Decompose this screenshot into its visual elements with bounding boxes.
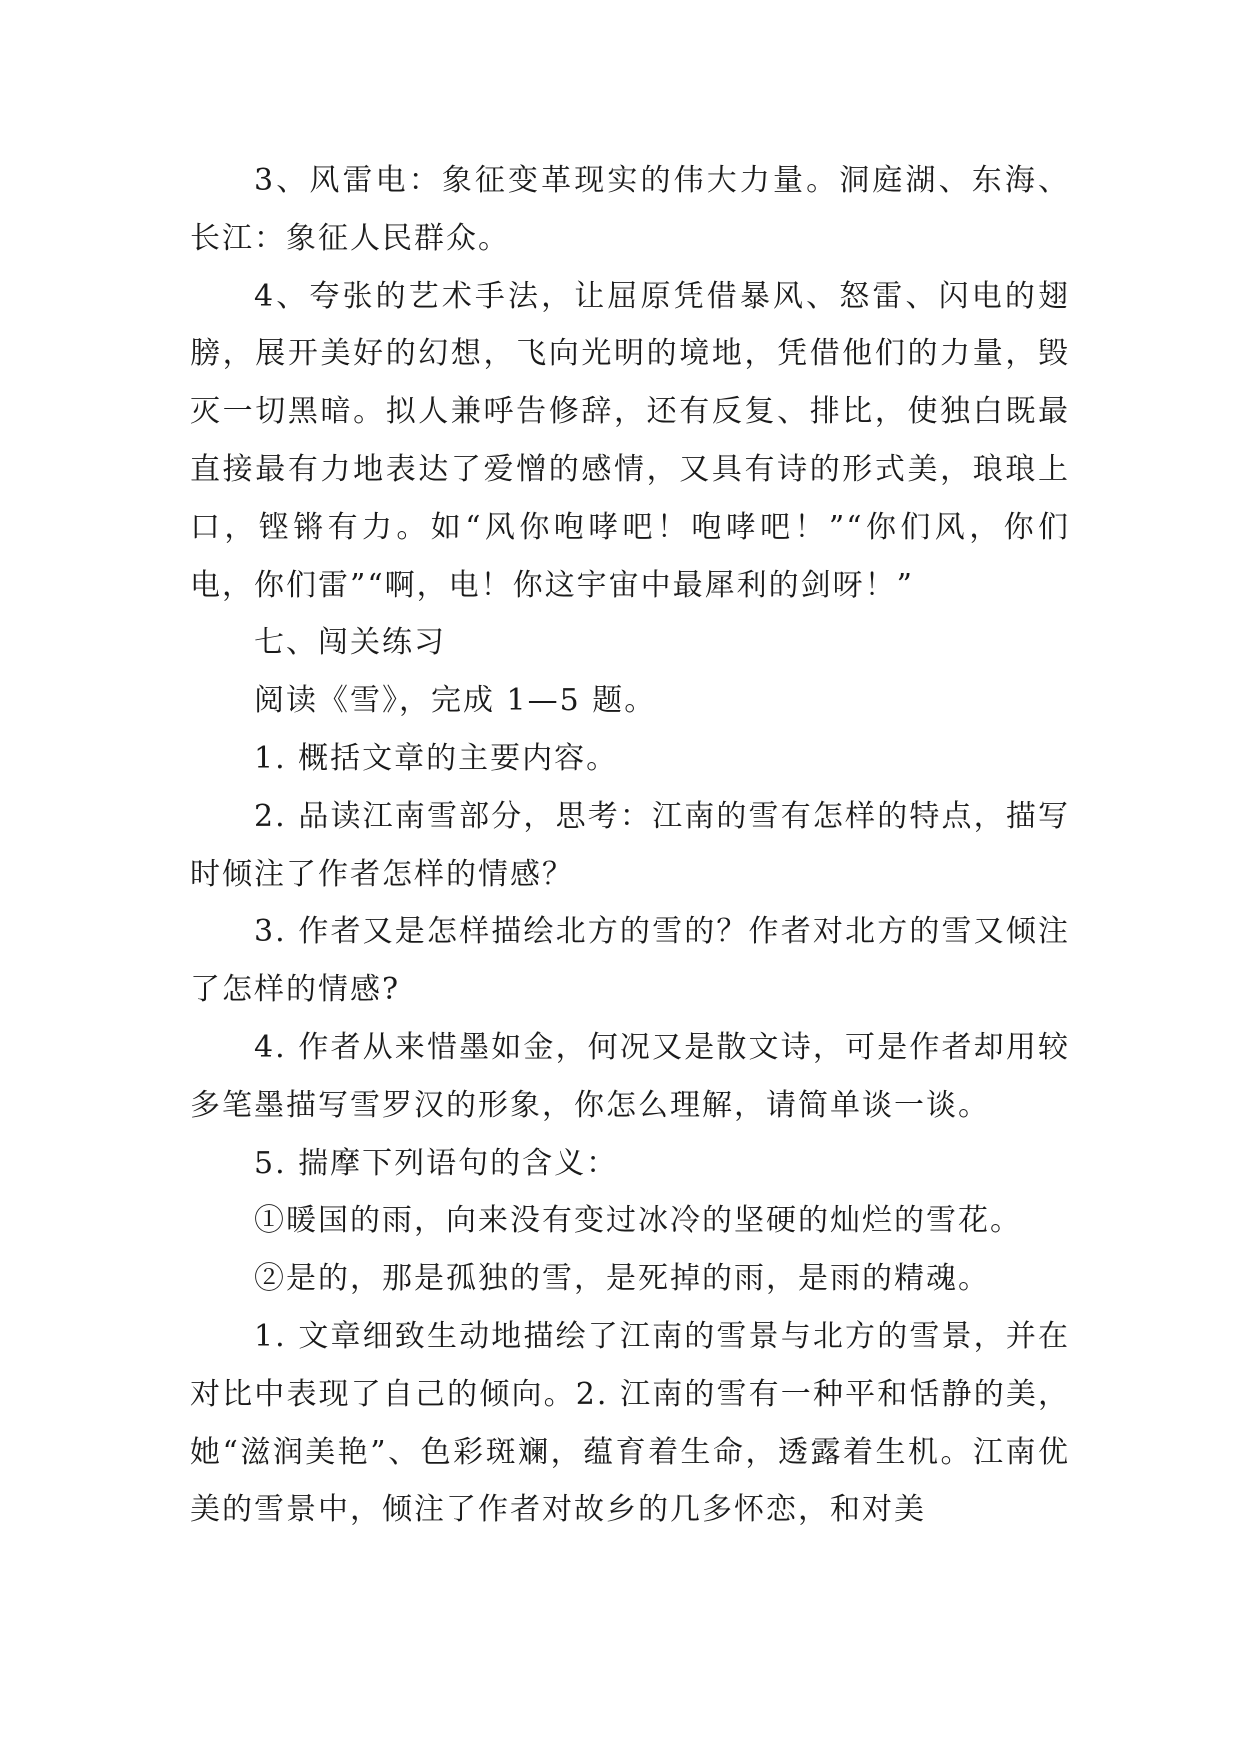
question-4: 4. 作者从来惜墨如金，何况又是散文诗，可是作者却用较多笔墨描写雪罗汉的形象，你怎么理解，请简单谈一谈。 [190, 1029, 1070, 1123]
question-1: 1. 概括文章的主要内容。 [254, 740, 619, 776]
paragraph-symbolism: 3、风雷电：象征变革现实的伟大力量。洞庭湖、东海、长江：象征人民群众。 [190, 163, 1070, 256]
quote-1: ①暖国的雨，向来没有变过冰冷的坚硬的灿烂的雪花。 [254, 1203, 1022, 1239]
document-body [190, 152, 1070, 1539]
section-heading-exercises: 七、闯关练习 [254, 625, 446, 661]
question-3: 3. 作者又是怎样描绘北方的雪的？作者对北方的雪又倾注了怎样的情感? [190, 914, 1070, 1008]
paragraph-reading-instruction: 阅读《雪》，完成 1—5 题。 [254, 683, 657, 719]
question-5: 5. 揣摩下列语句的含义： [254, 1145, 619, 1181]
question-2: 2. 品读江南雪部分，思考：江南的雪有怎样的特点，描写时倾注了作者怎样的情感？ [190, 798, 1070, 892]
paragraph-artistic-technique: 4、夸张的艺术手法，让屈原凭借暴风、怒雷、闪电的翅膀，展开美好的幻想，飞向光明的境地，凭借他们的力量，毁灭一切黑暗。拟人兼呼告修辞，还有反复、排比，使独白既最直接最有力地表达了爱憎的感情，又具有诗的形式美，琅琅上口，铿锵有力。如“风你咆哮吧！咆哮吧！”“你们风，你们电，你们雷”“啊，电！你这宇宙中最犀利的剑呀！” [190, 278, 1070, 603]
quote-2: ②是的，那是孤独的雪，是死掉的雨，是雨的精魂。 [254, 1261, 990, 1297]
answer-paragraph: 1. 文章细致生动地描绘了江南的雪景与北方的雪景，并在对比中表现了自己的倾向。2. 江南的雪有一种平和恬静的美，她“滋润美艳”、色彩斑斓，蕴育着生命，透露着生机。江南优美的雪景中，倾注了作者对故乡的几多怀恋，和对美 [190, 1318, 1070, 1528]
